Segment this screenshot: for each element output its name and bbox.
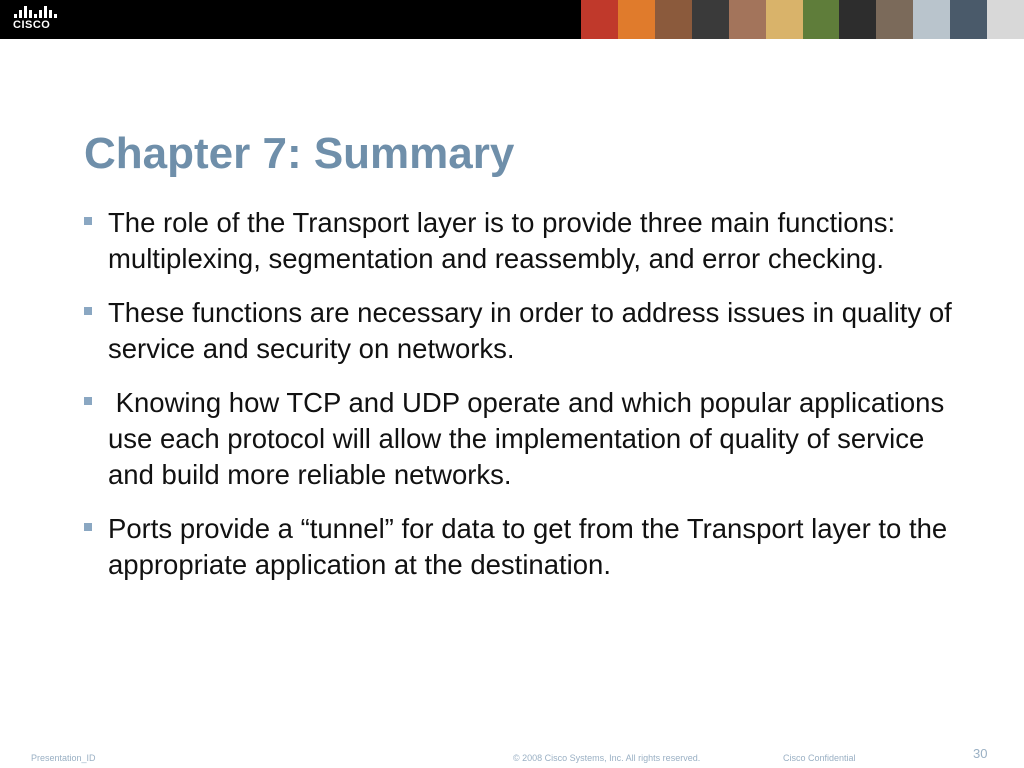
square-bullet-icon (84, 523, 92, 531)
bullet-item (84, 295, 964, 367)
bullet-item (84, 385, 964, 493)
page-number: 30 (973, 746, 988, 761)
bullet-item (84, 205, 964, 277)
slide-title: Chapter 7: Summary (84, 129, 515, 178)
header-photo-tile (950, 0, 987, 39)
header-photo-tile (729, 0, 766, 39)
square-bullet-icon (84, 217, 92, 225)
header-bar (0, 0, 1024, 39)
bullet-text: Ports provide a “tunnel” for data to get from the Transport layer to the appropriate application at the destination. (108, 513, 948, 580)
header-photo-tile (692, 0, 729, 39)
confidential-label: Cisco Confidential (783, 753, 856, 763)
cisco-logo (12, 6, 60, 34)
header-photo-tile (803, 0, 840, 39)
header-photo-tile (655, 0, 692, 39)
presentation-id: Presentation_ID (31, 753, 96, 763)
header-photo-tile (618, 0, 655, 39)
bullet-item (84, 511, 964, 583)
bullet-text: These functions are necessary in order to address issues in quality of service and security on networks. (108, 297, 952, 364)
header-photo-tile (876, 0, 913, 39)
header-photo-tile (581, 0, 618, 39)
bullet-text: The role of the Transport layer is to provide three main functions: multiplexing, segmentation and reassembly, and error checking. (108, 207, 896, 274)
header-photo-strip (581, 0, 1024, 39)
square-bullet-icon (84, 307, 92, 315)
square-bullet-icon (84, 397, 92, 405)
bullet-text: Knowing how TCP and UDP operate and which popular applications use each protocol will allow the implementation of quality of service and build more reliable networks. (108, 387, 952, 490)
header-photo-tile (766, 0, 803, 39)
header-photo-tile (839, 0, 876, 39)
header-photo-tile (987, 0, 1024, 39)
bullet-list (84, 205, 964, 601)
copyright-notice: © 2008 Cisco Systems, Inc. All rights reserved. (513, 753, 701, 763)
cisco-logo-text: CISCO (13, 19, 51, 31)
cisco-bars-icon (14, 6, 58, 18)
header-photo-tile (913, 0, 950, 39)
